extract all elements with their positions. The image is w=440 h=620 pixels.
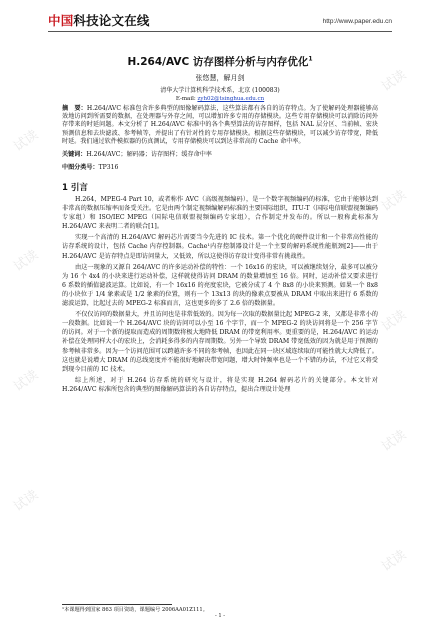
watermark: 试读 [11, 247, 42, 275]
paper-title: H.264/AVC 访存图样分析与内存优化$^1$ [127, 55, 313, 68]
author-email: E-mail: zyh02@tsinghua.edu.cn [175, 96, 265, 102]
body-paragraph: 综上所述，对于 H.264 访存系统的研究与设计，将是实现 H.264 解码芯片的关键部分。本文针对 H.264/AVC 标准所包含的典型的图像解码算法的各自访存特点，提出合理设计处理 [62, 376, 378, 393]
footnote: ¹本课题得到国家 863 项目资助，课题编号 2006AA01Z111。 [62, 607, 208, 613]
page-header [0, 0, 440, 34]
paper-affiliation: 清华大学计算机科学技术系，北京 (100083) [160, 87, 280, 94]
body-paragraph: H.264，MPEG-4 Part 10，或者称作 AVC（高级视频编码），是一个数字视频编码的标准，它由于能够达到非常高的数据压缩率而备受关注。它是由两个制定视频编解码标准的主要国际组织，ITU-T（国际电信联盟视频编码专家组）和 ISO/IEC MPEG（国际电信联盟视频编码专家组），合作制定并发布的。所以一般称此标准为 H.264/AVC 来表明二者的联合[1]。 [62, 196, 378, 231]
watermark: 试读 [379, 187, 410, 215]
paper-authors: 张悠慧，解月剑 [195, 74, 245, 82]
site-url-link[interactable]: http://www.paper.edu.cn [322, 18, 392, 25]
page-number: - 1 - [214, 613, 226, 619]
watermark: 试读 [379, 67, 410, 95]
header-divider [48, 31, 392, 32]
email-link[interactable]: zyh02@tsinghua.edu.cn [197, 96, 265, 102]
footnote-divider [62, 604, 172, 605]
site-logo[interactable] [48, 12, 150, 28]
logo-text: 中国科技论文在线 [48, 13, 150, 28]
watermark: 试读 [379, 307, 410, 335]
watermark: 试读 [379, 427, 410, 455]
classification-number: 中图分类号：TP316 [62, 164, 119, 172]
keywords: 关键词：H.264/AVC；解码器；访存图样；缓存命中率 [62, 151, 212, 159]
watermark: 试读 [11, 367, 42, 395]
watermark: 试读 [11, 487, 42, 515]
body-paragraph: 不仅仅访问的数据量大，并且访问也是非常低效的。因为每一次取的数据量比起 MPEG-2 来，又都是非常小的一段数据。比如说一个 H.264/AVC 块的访问可以小至 16 个字节，而一个 MPEG-2 的块访问将是一个 256 字节的访问。对于一个新的提取而造成的周期数将极大地降低 DRAM 的带宽利用率。更重要的是，H.264/AVC 的运动补偿在处理同样大小的宏块上，会消耗多得多的内存周期数。另外一个导致 DRAM 带宽低效的因为就是用于预测的参考帧非常多。因为一个访问范围可以跨越许多不同的参考帧，也因此在同一块区域连续取的可能性就大大降低了。这也就是说增大 DRAM 的总线宽度并不能很好地解决带宽问题，增大时钟频率也是一个不错的办法，不过它又将受到现今目前的 IC 技术。 [62, 311, 378, 373]
body-paragraph: 由这一现象的又源自 264/AVC 的许多运动补偿的特性：一个 16x16 的宏块，可以被继续划分，最多可以被分为 16 个 4x4 的小块来进行运动补偿，这样就使得访问 DRAM 的数量增加至 16 倍。同时，运动补偿又要求进行 6 系数的插值滤波运算。比如说，有一个 16x16 的亮度宏块，它被分成了 4 个 8x8 的小块来预测。如果一个 8x8 的小块位于 1/4 象素或是 1/2 象素的位置，则有一个 13x13 的块的像素点要被从 DRAM 中取出来进行 6 系数的滤波运算，比起过去的 MPEG-2 标准而言，这也更多的多了 2.6 倍的数据量。 [62, 263, 378, 308]
paper-content [62, 40, 378, 394]
watermark: 试读 [11, 127, 42, 155]
section-heading: 1 引言 [62, 183, 88, 194]
body-paragraph: 实现一个高清的 H.264/AVC 解码芯片需要当今先进的 IC 技术。第一个优化的硬件设计和一个非常高性能的访存系统的设计，包括 Cache 内存控制器。Cache¹内存控制器设计是一个主要的解码系统性能瓶颈[2]——由于 H.264/AVC 是访存特点是即访问量大，又低效，所以这使得访存设计变得非常有挑战性。 [62, 234, 378, 260]
abstract: 摘 要：H.264/AVC 标准包含许多典型的图像解码算法，这些算法都有各自的访存特点。为了使解码处理器能够高效地访问到所需要的数据，在处理器与外存之间，可以增加许多专用的存储模块。这些专用存储模块可以消除访问外存带来的时延问题。本文分析了 H.264/AVC 标准中的各个典型算法的访存图样，包括 NAL 层分区、当前帧、宏块预测信息和去块滤波、参考帧等，并提出了有针对性的专用存储模块。根据这些存储模块，可以减少访存带宽，降低时延。我们通过软件模拟器的仿真测试，专用存储模块可以到达非常高的 Cache 命中率。 [62, 105, 378, 145]
watermark: 试读 [379, 547, 410, 575]
